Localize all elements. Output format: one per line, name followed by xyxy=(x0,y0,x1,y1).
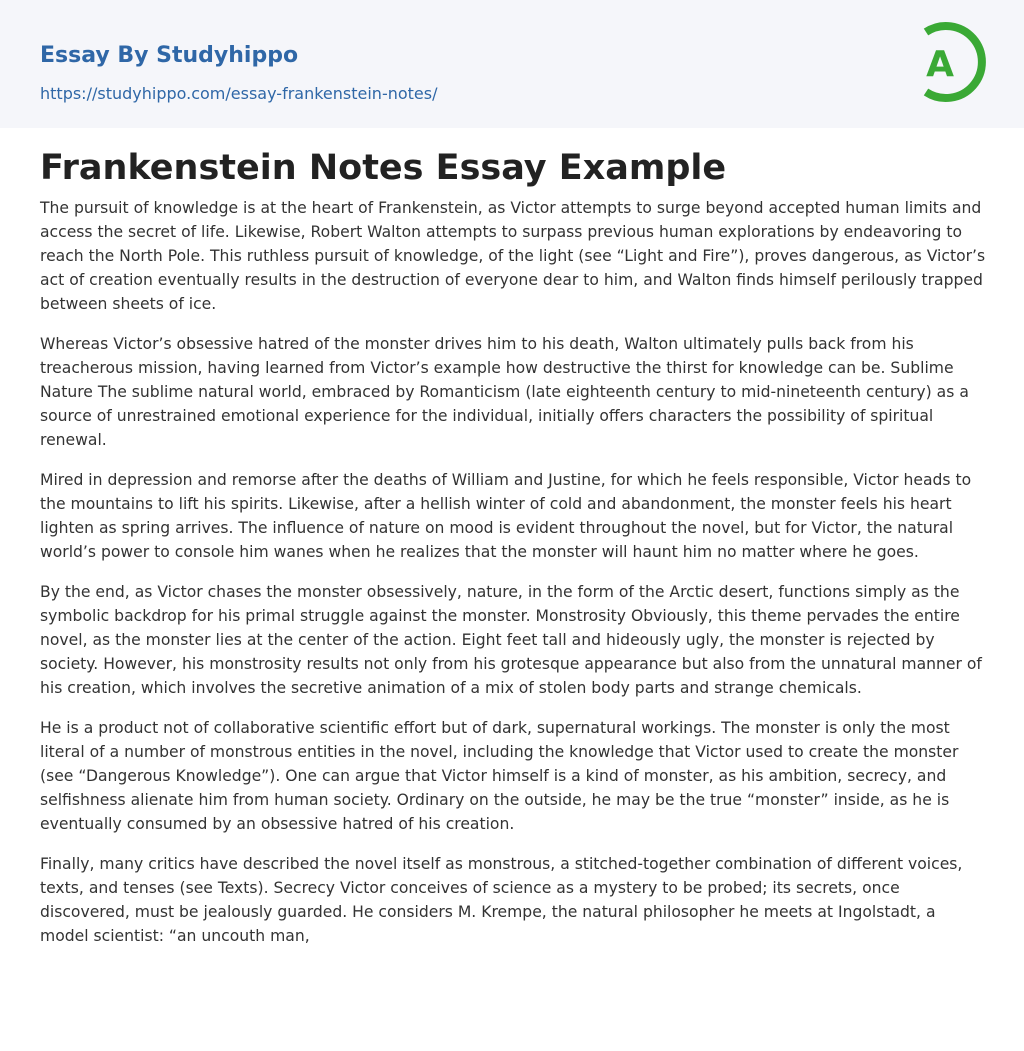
logo-letter: A xyxy=(926,44,954,85)
page-title: Frankenstein Notes Essay Example xyxy=(40,148,727,188)
article-paragraph: The pursuit of knowledge is at the heart of Frankenstein, as Victor attempts to surge beyond accepted human limits and access the secret of life. Likewise, Robert Walton attempts to surpass previous human explorations by endeavoring to reach the North Pole. This ruthless pursuit of knowledge, of the light (see “Light and Fire”), proves dangerous, as Victor’s act of creation eventually results in the destruction of everyone dear to him, and Walton finds himself perilously trapped between sheets of ice. xyxy=(40,199,986,313)
article-paragraph: Whereas Victor’s obsessive hatred of the monster drives him to his death, Walton ultimately pulls back from his treacherous mission, having learned from Victor’s example how destructive the thirst for knowledge can be. Sublime Nature The sublime natural world, embraced by Romanticism (late eighteenth century to mid-nineteenth century) as a source of unrestrained emotional experience for the individual, initially offers characters the possibility of spiritual renewal. xyxy=(40,335,969,449)
site-title: Essay By Studyhippo xyxy=(40,43,299,68)
site-header xyxy=(0,0,1024,128)
studyhippo-logo-icon[interactable] xyxy=(908,18,988,106)
article-paragraph: He is a product not of collaborative scientific effort but of dark, supernatural workings. The monster is only the most literal of a number of monstrous entities in the novel, including the knowledge that Victor used to create the monster (see “Dangerous Knowledge”). One can argue that Victor himself is a kind of monster, as his ambition, secrecy, and selfishness alienate him from human society. Ordinary on the outside, he may be the true “monster” inside, as he is eventually consumed by an obsessive hatred of his creation. xyxy=(40,719,959,833)
article-paragraph: By the end, as Victor chases the monster obsessively, nature, in the form of the Arctic desert, functions simply as the symbolic backdrop for his primal struggle against the monster. Monstrosity Obviously, this theme pervades the entire novel, as the monster lies at the center of the action. Eight feet tall and hideously ugly, the monster is rejected by society. However, his monstrosity results not only from his grotesque appearance but also from the unnatural manner of his creation, which involves the secretive animation of a mix of stolen body parts and strange chemicals. xyxy=(40,583,982,697)
article xyxy=(40,146,986,964)
essay-url-link[interactable]: https://studyhippo.com/essay-frankenstein-notes/ xyxy=(40,84,438,103)
article-paragraph: Finally, many critics have described the novel itself as monstrous, a stitched-together combination of different voices, texts, and tenses (see Texts). Secrecy Victor conceives of science as a mystery to be probed; its secrets, once discovered, must be jealously guarded. He considers M. Krempe, the natural philosopher he meets at Ingolstadt, a model scientist: “an uncouth man, xyxy=(40,855,963,945)
article-paragraph: Mired in depression and remorse after the deaths of William and Justine, for which he feels responsible, Victor heads to the mountains to lift his spirits. Likewise, after a hellish winter of cold and abandonment, the monster feels his heart lighten as spring arrives. The influence of nature on mood is evident throughout the novel, but for Victor, the natural world’s power to console him wanes when he realizes that the monster will haunt him no matter where he goes. xyxy=(40,471,972,561)
